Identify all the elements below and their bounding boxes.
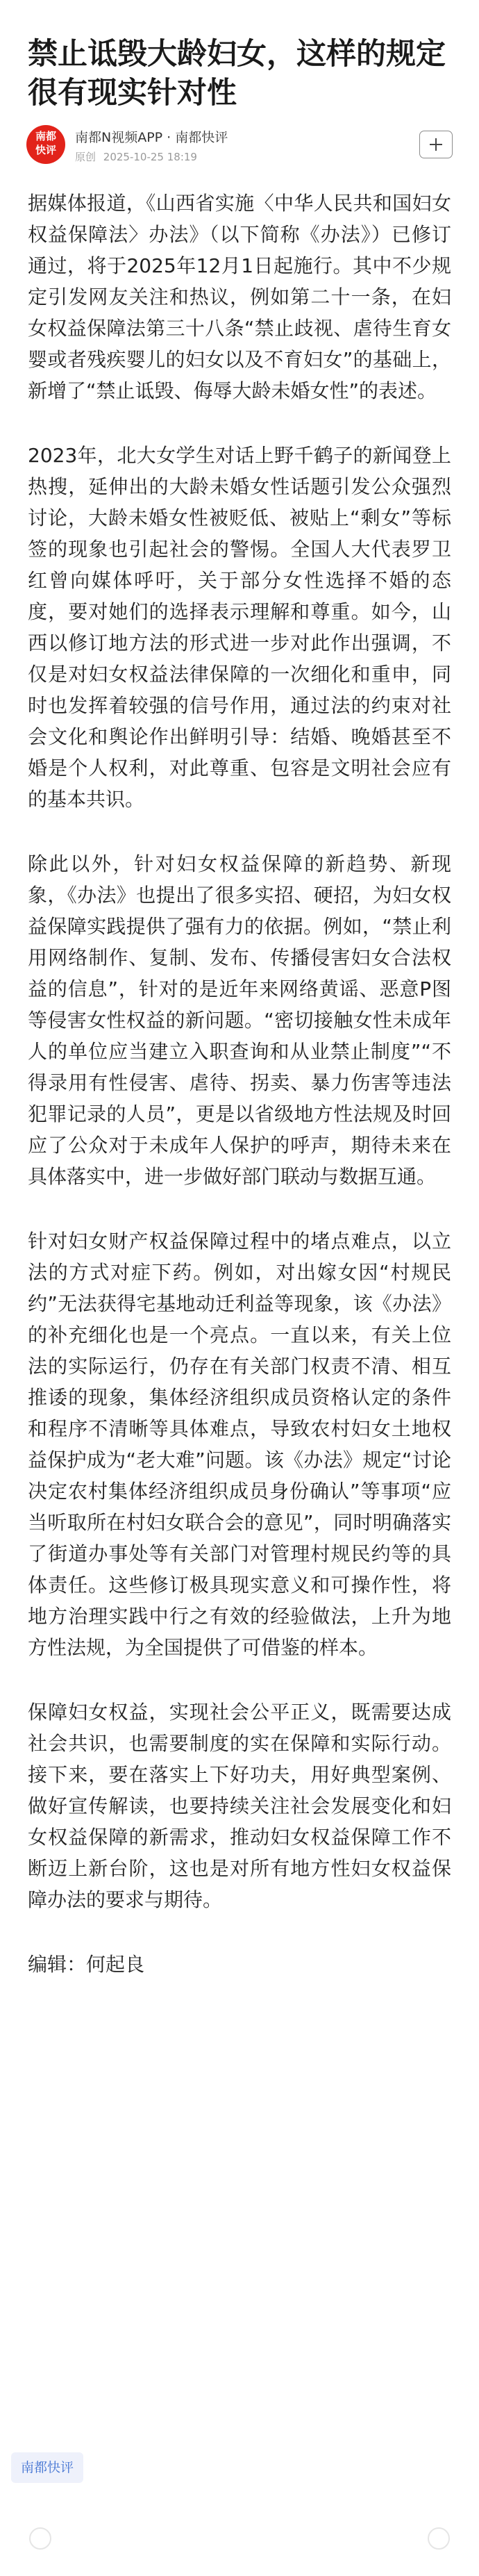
original-label: 原创	[75, 151, 96, 163]
follow-button[interactable]	[419, 131, 453, 158]
plus-icon	[428, 137, 444, 152]
topic-tag[interactable]: 南都快评	[11, 2452, 83, 2483]
author-bar	[26, 125, 453, 170]
author-name[interactable]: 南都N视频APP · 南都快评	[75, 130, 228, 145]
bottom-bar	[0, 2501, 479, 2576]
article-paragraph-5: 保障妇女权益，实现社会公平正义，既需要达成社会共识，也需要制度的实在保障和实际行动。接下来，要在落实上下好功夫，用好典型案例、做好宣传解读，也要持续关注社会发展变化和妇女权益保障的新需求，推动妇女权益保障工作不断迈上新台阶，这也是对所有地方性妇女权益保障办法的要求与期待。	[28, 1701, 451, 1911]
avatar[interactable]	[26, 125, 65, 164]
avatar-text-top: 南都	[35, 130, 56, 142]
post-meta	[75, 150, 197, 164]
article-paragraph-4: 针对妇女财产权益保障过程中的堵点难点，以立法的方式对症下药。例如，对出嫁女因“村规民约”无法获得宅基地动迁利益等现象，该《办法》的补充细化也是一个亮点。一直以来，有关上位法的实际运行，仍存在有关部门权责不清、相互推诿的现象，集体经济组织成员资格认定的条件和程序不清晰等具体难点，导致农村妇女土地权益保护成为“老大难”问题。该《办法》规定“讨论决定农村集体经济组织成员身份确认”等事项“应当听取所在村妇女联合会的意见”，同时明确落实了街道办事处等有关部门对管理村规民约等的具体责任。这些修订极具现实意义和可操作性，将地方治理实践中行之有效的经验做法，上升为地方性法规，为全国提供了可借鉴的样本。	[28, 1230, 451, 1659]
editor-credit: 编辑：何起良	[28, 1953, 145, 1976]
circle-icon[interactable]	[426, 2526, 451, 2551]
article-paragraph-2: 2023年，北大女学生对话上野千鹤子的新闻登上热搜，延伸出的大龄未婚女性话题引发公众强烈讨论，大龄未婚女性被贬低、被贴上“剩女”等标签的现象也引起社会的警惕。全国人大代表罗卫红曾向媒体呼吁，关于部分女性选择不婚的态度，要对她们的选择表示理解和尊重。如今，山西以修订地方法的形式进一步对此作出强调，不仅是对妇女权益法律保障的一次细化和重申，同时也发挥着较强的信号作用，通过法的约束对社会文化和舆论作出鲜明引导：结婚、晚婚甚至不婚是个人权利，对此尊重、包容是文明社会应有的基本共识。	[28, 444, 451, 811]
article-paragraph-3: 除此以外，针对妇女权益保障的新趋势、新现象，《办法》也提出了很多实招、硬招，为妇女权益保障实践提供了强有力的依据。例如，“禁止利用网络制作、复制、发布、传播侵害妇女合法权益的信息”，针对的是近年来网络黄谣、恶意P图等侵害女性权益的新问题。“密切接触女性未成年人的单位应当建立入职查询和从业禁止制度”“不得录用有性侵害、虐待、拐卖、暴力伤害等违法犯罪记录的人员”，更是以省级地方性法规及时回应了公众对于未成年人保护的呼声，期待未来在具体落实中，进一步做好部门联动与数据互通。	[28, 852, 451, 1188]
article-body	[28, 188, 451, 2013]
article-title: 禁止诋毁大龄妇女，这样的规定很有现实针对性	[28, 37, 446, 110]
circle-icon[interactable]	[28, 2526, 53, 2551]
avatar-text-bottom: 快评	[35, 144, 56, 156]
post-datetime: 2025-10-25 18:19	[103, 151, 197, 163]
article-paragraph-1: 据媒体报道，《山西省实施〈中华人民共和国妇女权益保障法〉办法》（以下简称《办法》）已修订通过，将于2025年12月1日起施行。其中不少规定引发网友关注和热议，例如第二十一条，在妇女权益保障法第三十八条“禁止歧视、虐待生育女婴或者残疾婴儿的妇女以及不育妇女”的基础上，新增了“禁止诋毁、侮辱大龄未婚女性”的表述。	[28, 192, 451, 402]
